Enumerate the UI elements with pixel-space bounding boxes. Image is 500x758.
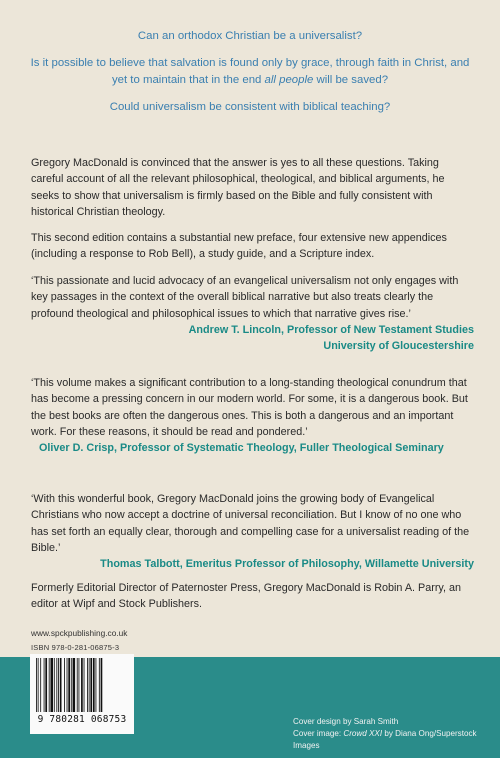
- endorsement-author: Oliver D. Crisp, Professor of Systematic Theology, Fuller Theological Seminary: [39, 442, 444, 455]
- barcode-bar: [101, 658, 103, 712]
- barcode-bar: [73, 658, 76, 712]
- barcode-bar: [40, 658, 41, 712]
- author-bio: Formerly Editorial Director of Paternoster Press, Gregory MacDonald is Robin A. Parry, an editor at Wipf and Stock Publishers.: [31, 582, 462, 611]
- barcode-bar: [87, 658, 88, 712]
- barcode-bar: [45, 658, 47, 712]
- cover-design-credit: Cover design by Sarah Smith: [293, 717, 399, 726]
- barcode-bar: [56, 658, 57, 712]
- endorsement-quote: ‘With this wonderful book, Gregory MacDonald joins the growing body of Evangelical Christians who now accept a doctrine of universal reconciliation. But I know of no one who has set forth an equally clear, thorough and compelling case for a universalist reading of the Bible.’: [31, 493, 470, 554]
- barcode-number: 9 780281 068753: [37, 714, 127, 725]
- question-1: Can an orthodox Christian be a universalist?: [137, 30, 363, 42]
- endorsement-quote: ‘This volume makes a significant contribution to a long-standing theological conundrum that has become a pressing concern in our modern world. For some, it is a dangerous book. But the best books are often the dangerous ones. This is both a dangerous and an important work. For these reasons, it should be read and pondered.’: [31, 377, 468, 438]
- barcode-bar: [49, 658, 50, 712]
- question-block: [30, 28, 470, 126]
- intro-paragraph-1: Gregory MacDonald is convinced that the answer is yes to all these questions. Taking careful account of all the relevant philosophical, theological, and biblical arguments, he seeks to show that universalism is firmly based on the Bible and fully consistent with historical Christian theology.: [31, 157, 445, 218]
- intro-paragraph-2: This second edition contains a substantial new preface, four extensive new appendices (including a response to Rob Bell), a study guide, and a Scripture index.: [31, 232, 447, 261]
- question-2: Is it possible to believe that salvation is found only by grace, through faith in Christ, and yet to maintain that in the end all people will be saved?: [30, 57, 470, 86]
- barcode-bar: [67, 658, 68, 712]
- barcode-bar: [54, 658, 55, 712]
- barcode-bar: [50, 658, 53, 712]
- question-3: Could universalism be consistent with biblical teaching?: [109, 101, 391, 113]
- barcode-bar: [44, 658, 45, 712]
- barcode-bar: [60, 658, 62, 712]
- isbn: ISBN 978-0-281-06875-3: [31, 643, 120, 652]
- endorsement-author: Andrew T. Lincoln, Professor of New Testament Studies: [188, 323, 474, 336]
- barcode-bar: [90, 658, 92, 712]
- endorsement-2: [31, 375, 474, 456]
- endorsement-quote: ‘This passionate and lucid advocacy of an evangelical universalism not only engages with key passages in the context of the overall biblical narrative but also treats clearly the profound theological and philosophical issues to which that narrative gives rise.’: [31, 275, 459, 320]
- barcode-bar: [64, 658, 65, 712]
- barcode-bar: [96, 658, 97, 712]
- barcode-bar: [36, 658, 37, 712]
- barcode-bar: [68, 658, 70, 712]
- barcode: [30, 654, 134, 734]
- barcode-bar: [84, 658, 85, 712]
- barcode-bar: [79, 658, 80, 712]
- endorsement-3: [31, 491, 474, 572]
- barcode-bars: [36, 658, 128, 714]
- intro-text: [31, 155, 474, 273]
- barcode-bar: [77, 658, 78, 712]
- endorsement-author: Thomas Talbott, Emeritus Professor of Philosophy, Willamette University: [100, 558, 474, 571]
- barcode-bar: [38, 658, 39, 712]
- cover-credits: [293, 716, 500, 752]
- endorsement-1: [31, 273, 474, 354]
- barcode-bar: [93, 658, 95, 712]
- endorsement-affiliation: University of Gloucestershire: [323, 340, 474, 353]
- barcode-bar: [58, 658, 59, 712]
- publisher-url: www.spckpublishing.co.uk: [31, 628, 128, 638]
- barcode-bar: [99, 658, 100, 712]
- barcode-bar: [81, 658, 83, 712]
- barcode-bar: [89, 658, 90, 712]
- cover-image-credit: Cover image: Crowd XXI by Diana Ong/Superstock Images: [293, 729, 477, 750]
- barcode-bar: [71, 658, 72, 712]
